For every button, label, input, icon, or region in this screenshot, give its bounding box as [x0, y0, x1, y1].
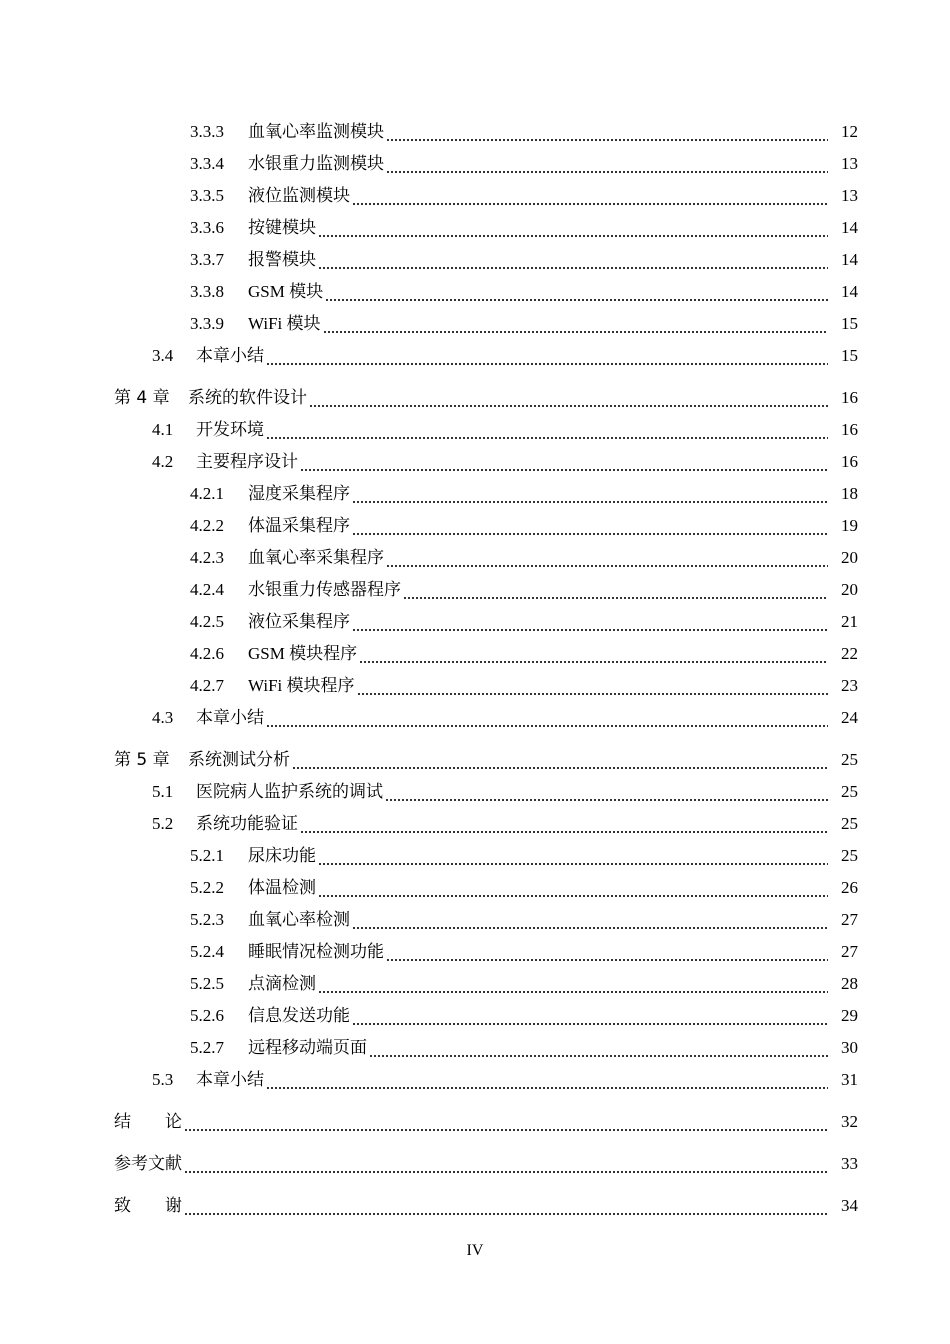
toc-entry-page: 31 [841, 1070, 858, 1089]
toc-entry-page: 15 [841, 346, 858, 365]
toc-entry-page: 15 [841, 314, 858, 333]
toc-entry-number: 5.2.1 [190, 846, 224, 865]
toc-entry-title: 参考文献 [114, 1154, 182, 1174]
toc-entry-title: 体温检测 [248, 878, 316, 897]
toc-entry-number: 3.3.3 [190, 122, 224, 141]
toc-entry[interactable] [0, 808, 950, 840]
dot-leader [292, 744, 828, 776]
toc-entry[interactable] [0, 116, 950, 148]
dot-leader [352, 904, 828, 936]
toc-entry[interactable] [0, 936, 950, 968]
dot-leader [352, 478, 828, 510]
toc-entry-title: 液位采集程序 [248, 612, 350, 631]
dot-leader [318, 968, 828, 1000]
toc-entry-number: 4.2.1 [190, 484, 224, 503]
toc-entry-number: 5.2 [152, 814, 174, 833]
toc-entry-page: 25 [841, 814, 858, 833]
toc-entry-number: 第 4 章 [114, 388, 170, 408]
toc-entry-number: 4.3 [152, 708, 174, 727]
toc-entry-number: 5.2.3 [190, 910, 224, 929]
toc-entry-number: 4.2.7 [190, 676, 224, 695]
toc-entry-title: 本章小结 [196, 708, 264, 727]
dot-leader [359, 638, 828, 670]
toc-entry-title: 血氧心率检测 [248, 910, 350, 929]
toc-entry-title: 睡眠情况检测功能 [248, 942, 384, 961]
toc-entry-number: 5.1 [152, 782, 174, 801]
toc-entry-title: 远程移动端页面 [248, 1038, 367, 1057]
toc-entry-page: 24 [841, 708, 858, 727]
toc-entry-title: 致 谢 [114, 1196, 182, 1216]
toc-entry-page: 28 [841, 974, 858, 993]
toc-entry[interactable] [0, 340, 950, 372]
page-number: IV [466, 1242, 484, 1259]
toc-entry-number: 第 5 章 [114, 750, 170, 770]
toc-entry-page: 16 [841, 452, 858, 471]
toc-entry-title: 尿床功能 [248, 846, 316, 865]
toc-entry[interactable] [0, 148, 950, 180]
toc-entry[interactable] [0, 414, 950, 446]
toc-entry[interactable] [0, 1106, 950, 1138]
dot-leader [300, 808, 828, 840]
toc-entry-number: 4.2.5 [190, 612, 224, 631]
toc-entry-page: 32 [841, 1112, 858, 1131]
dot-leader [386, 116, 828, 148]
toc-entry-page: 25 [841, 782, 858, 801]
dot-leader [385, 776, 828, 808]
toc-entry-title: 信息发送功能 [248, 1006, 350, 1025]
toc-entry-title: 按键模块 [248, 218, 316, 237]
toc-entry-number: 3.4 [152, 346, 174, 365]
toc-entry-title: 本章小结 [196, 1070, 264, 1089]
toc-entry[interactable] [0, 574, 950, 606]
toc-entry-title: 血氧心率采集程序 [248, 548, 384, 567]
toc-entry-page: 25 [841, 750, 858, 769]
toc-entry-number: 4.1 [152, 420, 174, 439]
dot-leader [357, 670, 828, 702]
toc-entry[interactable] [0, 606, 950, 638]
dot-leader [352, 510, 828, 542]
dot-leader [318, 872, 828, 904]
toc-entry-title: 本章小结 [196, 346, 264, 365]
toc-entry-number: 5.2.6 [190, 1006, 224, 1025]
toc-entry-page: 22 [841, 644, 858, 663]
toc-entry-page: 33 [841, 1154, 858, 1173]
toc-entry-page: 14 [841, 282, 858, 301]
toc-entry-page: 30 [841, 1038, 858, 1057]
toc-entry-title: WiFi 模块 [248, 314, 321, 333]
toc-entry-number: 5.2.7 [190, 1038, 224, 1057]
toc-entry[interactable] [0, 446, 950, 478]
toc-entry-page: 13 [841, 186, 858, 205]
toc-entry[interactable] [0, 478, 950, 510]
toc-entry-page: 14 [841, 250, 858, 269]
toc-entry-title: 湿度采集程序 [248, 484, 350, 503]
toc-entry-title: 血氧心率监测模块 [248, 122, 384, 141]
dot-leader [386, 936, 828, 968]
toc-entry-title: 医院病人监护系统的调试 [196, 782, 383, 801]
toc-entry-title: 系统功能验证 [196, 814, 298, 833]
toc-entry[interactable] [0, 542, 950, 574]
toc-entry[interactable] [0, 638, 950, 670]
toc-entry-page: 12 [841, 122, 858, 141]
toc-entry[interactable] [0, 308, 950, 340]
toc-entry[interactable] [0, 212, 950, 244]
toc-entry-number: 4.2.6 [190, 644, 224, 663]
toc-entry-title: 开发环境 [196, 420, 264, 439]
toc-entry[interactable] [0, 840, 950, 872]
toc-entry[interactable] [0, 244, 950, 276]
toc-entry-page: 19 [841, 516, 858, 535]
toc-entry-page: 29 [841, 1006, 858, 1025]
toc-entry-number: 5.2.4 [190, 942, 224, 961]
toc-entry[interactable] [0, 1064, 950, 1096]
toc-entry-title: GSM 模块 [248, 282, 324, 301]
dot-leader [403, 574, 828, 606]
toc-entry-page: 23 [841, 676, 858, 695]
dot-leader [323, 308, 828, 340]
toc-entry-page: 27 [841, 942, 858, 961]
toc-entry-page: 25 [841, 846, 858, 865]
dot-leader [300, 446, 828, 478]
dot-leader [386, 148, 828, 180]
toc-entry[interactable] [0, 702, 950, 734]
toc-entry[interactable] [0, 872, 950, 904]
toc-entry[interactable] [0, 904, 950, 936]
dot-leader [318, 212, 828, 244]
toc-entry-title: 水银重力传感器程序 [248, 580, 401, 599]
toc-entry-title: 报警模块 [248, 250, 316, 269]
dot-leader [325, 276, 828, 308]
toc-entry-page: 34 [841, 1196, 858, 1215]
toc-entry-number: 3.3.8 [190, 282, 224, 301]
toc-entry-page: 20 [841, 580, 858, 599]
dot-leader [266, 340, 828, 372]
toc-entry[interactable] [0, 276, 950, 308]
toc-entry-title: GSM 模块程序 [248, 644, 358, 663]
toc-entry-number: 3.3.4 [190, 154, 224, 173]
dot-leader [184, 1106, 828, 1138]
toc-entry[interactable] [0, 510, 950, 542]
table-of-contents [0, 116, 950, 1222]
toc-entry-title: 系统的软件设计 [188, 388, 307, 408]
dot-leader [266, 1064, 828, 1096]
toc-entry-page: 16 [841, 420, 858, 439]
toc-entry[interactable] [0, 1032, 950, 1064]
dot-leader [352, 1000, 828, 1032]
toc-entry-title: 结 论 [114, 1112, 182, 1132]
toc-entry-page: 27 [841, 910, 858, 929]
toc-entry[interactable] [0, 180, 950, 212]
toc-entry[interactable] [0, 1000, 950, 1032]
toc-entry-title: WiFi 模块程序 [248, 676, 355, 695]
toc-entry-number: 4.2.3 [190, 548, 224, 567]
toc-entry[interactable] [0, 382, 950, 414]
toc-entry[interactable] [0, 670, 950, 702]
dot-leader [266, 414, 828, 446]
toc-entry-title: 系统测试分析 [188, 750, 290, 770]
toc-entry[interactable] [0, 776, 950, 808]
toc-entry-number: 3.3.5 [190, 186, 224, 205]
dot-leader [184, 1148, 828, 1180]
toc-entry-page: 14 [841, 218, 858, 237]
dot-leader [352, 180, 828, 212]
toc-entry-title: 点滴检测 [248, 974, 316, 993]
toc-entry-page: 26 [841, 878, 858, 897]
toc-entry-title: 液位监测模块 [248, 186, 350, 205]
toc-entry-number: 4.2 [152, 452, 174, 471]
toc-entry-page: 21 [841, 612, 858, 631]
toc-entry-page: 18 [841, 484, 858, 503]
toc-entry[interactable] [0, 968, 950, 1000]
dot-leader [386, 542, 828, 574]
toc-entry-number: 4.2.2 [190, 516, 224, 535]
toc-entry-title: 体温采集程序 [248, 516, 350, 535]
toc-entry-page: 16 [841, 388, 858, 407]
toc-entry-title: 主要程序设计 [196, 452, 298, 471]
toc-entry-number: 4.2.4 [190, 580, 224, 599]
toc-entry-page: 13 [841, 154, 858, 173]
toc-entry[interactable] [0, 744, 950, 776]
toc-entry[interactable] [0, 1148, 950, 1180]
dot-leader [266, 702, 828, 734]
dot-leader [318, 244, 828, 276]
dot-leader [318, 840, 828, 872]
dot-leader [352, 606, 828, 638]
toc-entry-number: 5.2.5 [190, 974, 224, 993]
toc-entry-number: 5.2.2 [190, 878, 224, 897]
dot-leader [309, 382, 828, 414]
dot-leader [369, 1032, 828, 1064]
toc-entry[interactable] [0, 1190, 950, 1222]
toc-entry-number: 3.3.7 [190, 250, 224, 269]
toc-entry-page: 20 [841, 548, 858, 567]
toc-entry-title: 水银重力监测模块 [248, 154, 384, 173]
dot-leader [184, 1190, 828, 1222]
toc-entry-number: 3.3.6 [190, 218, 224, 237]
toc-entry-number: 3.3.9 [190, 314, 224, 333]
toc-entry-number: 5.3 [152, 1070, 174, 1089]
